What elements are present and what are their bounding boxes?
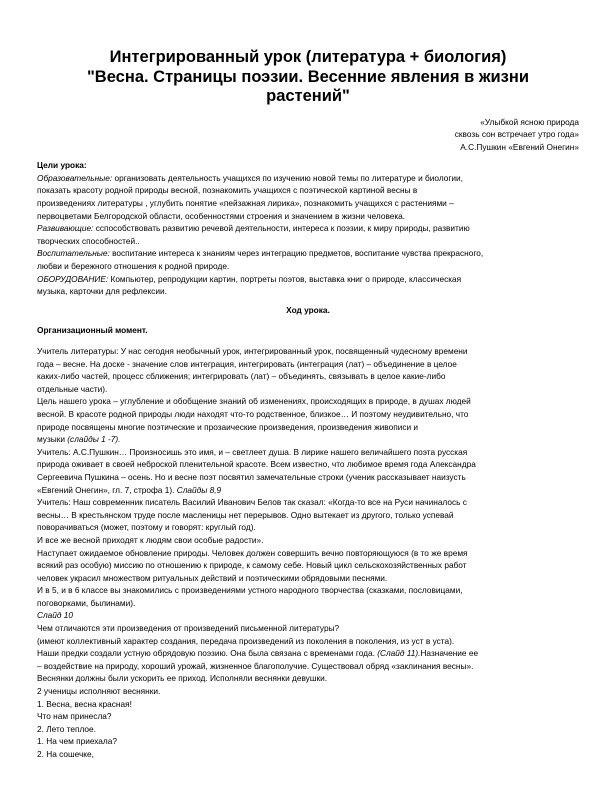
text-line: природа оживает в своей неброской пленительной красоте. Всем известно, что любимое время года Александра — [37, 459, 476, 470]
goals-heading: Цели урока: — [37, 160, 87, 171]
text-line: Сергеевича Пушкина – осень. Но и весне поэт посвятил замечательные строки (ученик рассказывает наизусть — [37, 471, 466, 482]
lesson-body — [37, 345, 579, 761]
text-line: (имеют коллективный характер создания, передача произведений из поколения в поколения, из уст в уста). — [37, 635, 455, 646]
text-line: И все же весной приходят к людям свои особые радости». — [37, 534, 264, 545]
text-line: Учитель литературы: У нас сегодня необычный урок, интегрированный урок, посвященный чудесному времени — [37, 346, 468, 356]
text-line — [37, 484, 579, 497]
song-line: 1. Весна, весна красная! — [37, 698, 132, 709]
text-line: Учитель: А.С.Пушкин… Произносишь это имя, и – светлеет душа. В лирике нашего величайшего поэта русская — [37, 446, 468, 457]
text-line: отдельные части). — [37, 383, 108, 394]
goal-upbringing-line — [37, 247, 579, 260]
slide-ref: Слайд 10 — [37, 610, 74, 621]
equipment-label: ОБОРУДОВАНИЕ: — [37, 273, 109, 284]
goal-educational-line — [37, 172, 579, 185]
lesson-heading: Ход урока. — [286, 304, 330, 315]
song-line: 2. Лето теплое. — [37, 723, 96, 734]
goal-developmental-label: Развивающие: — [37, 223, 94, 234]
text-line: показать красоту родной природы весной, познакомить учащихся с поэтической картиной весны в — [37, 185, 418, 196]
text-line: Чем отличаются эти произведения от произведений письменной литературы? — [37, 623, 340, 634]
slide-ref: (Слайд 11). — [377, 648, 421, 659]
epigraph-attribution: А.С.Пушкин «Евгений Онегин» — [460, 141, 579, 152]
song-line: 2. На сошечке, — [37, 749, 94, 759]
text-line: поворачиваться (может, поэтому и говорят: круглый год). — [37, 522, 256, 533]
text-line: И в 5, и в 6 классе вы знакомились с произведениями устного народного творчества (сказками, пословицами, — [37, 585, 463, 596]
organizational-moment-heading: Организационный момент. — [37, 325, 148, 336]
text-line: Веснянки должны были ускорить ее приход. Исполняли веснянки девушки. — [37, 673, 328, 684]
title-line-3: растений" — [266, 87, 350, 105]
text-line: творческих способностей.. — [37, 235, 140, 246]
text-line — [37, 433, 579, 446]
title-line-2: "Весна. Страницы поэзии. Весенние явления в жизни — [86, 67, 529, 86]
text-line: Цель нашего урока – углубление и обобщение знаний об изменениях, происходящих в природе, в душах людей — [37, 396, 471, 407]
document-title — [37, 48, 579, 107]
equipment-text: Компьютер, репродукции картин, портреты поэтов, выставка книг о природе, классическая — [110, 273, 462, 284]
text-line: первоцветами Белгородской области, особенностями строения и значением в жизни человека. — [37, 210, 406, 221]
text-run: музыки — [37, 434, 65, 445]
text-run: «Евгений Онегин», гл. 7, строфа 1). — [37, 484, 175, 495]
title-line-1: Интегрированный урок (литература + биология) — [109, 48, 507, 66]
goals-section — [37, 159, 579, 298]
text-line — [37, 647, 579, 660]
text-line: любви и бережного отношения к родной природе. — [37, 261, 230, 272]
text-line: весной. В красоте родной природы люди находят что-то родственное, близкое… И поэтому неудивительно, что — [37, 408, 469, 419]
text-line: каких-либо частей, процесс сближения; интегрировать (лат) – объединять, связывать в целое какие-либо — [37, 371, 446, 382]
text-line: весны… В крестьянском труде после масленицы нет перерывов. Одно вытекает из другого, только успевай — [37, 509, 454, 520]
slide-ref: Слайды 8,9 — [176, 484, 222, 495]
text-line: Учитель: Наш современник писатель Василий Иванович Белов так сказал: «Когда-то все на Руси начиналось с — [37, 497, 467, 508]
epigraph — [37, 116, 579, 154]
goal-educational-text: организовать деятельность учащихся по изучению новой темы по литературе и биологии, — [114, 172, 463, 183]
text-line: Наступает ожидаемое обновление природы. Человек должен совершить вечно повторяющуюся (в то же время — [37, 547, 468, 558]
text-line: музыка, карточки для рефлексии. — [37, 286, 167, 297]
text-line: года – весне. На доске - значение слов интеграция, интегрировать (интеграция (лат) – объединение в целое — [37, 358, 457, 369]
epigraph-line-1: «Улыбкой ясною природа — [480, 116, 579, 127]
text-run: Назначение ее — [420, 648, 479, 659]
goal-educational-label: Образовательные: — [37, 172, 113, 183]
song-line: 1. На чем приехала? — [37, 736, 117, 747]
epigraph-line-2: сквозь сон встречает утро года» — [454, 129, 579, 140]
goal-developmental-line — [37, 222, 579, 235]
document-page — [37, 48, 579, 761]
text-line: поговорками, былинами). — [37, 597, 136, 608]
goal-developmental-text: сспособствовать развитию речевой деятельности, интереса к поэзии, к миру природы, развитию — [95, 223, 470, 234]
song-line: 2 ученицы исполняют веснянки. — [37, 686, 161, 697]
text-line: человек украсил множеством ритуальных действий и поэтическими обрядовыми песнями. — [37, 572, 388, 583]
text-line: произведениях литературы , углубить понятие «пейзажная лирика», познакомить учащихся с растениями – — [37, 198, 454, 209]
text-line: природе посвящены многие поэтические и прозаические произведения, произведения живописи и — [37, 421, 419, 432]
goal-upbringing-text: воспитание интереса к знаниям через интеграцию предметов, воспитание чувства прекрасного, — [112, 248, 484, 259]
text-run: Наши предки создали устную обрядовую поэзию. Она была связана с временами года. — [37, 648, 375, 659]
text-line: – воздействие на природу, хороший урожай, жизненное благополучие. Существовал обряд «заклинания весны». — [37, 660, 474, 671]
slide-ref: (слайды 1 -7). — [67, 434, 121, 445]
equipment-line — [37, 273, 579, 286]
song-line: Что нам принесла? — [37, 711, 112, 722]
goal-upbringing-label: Воспитательные: — [37, 248, 110, 259]
text-line: всякий раз особую) миссию по отношению к природе, к самому себе. Новый цикл сельскохозяйственных работ — [37, 560, 467, 571]
